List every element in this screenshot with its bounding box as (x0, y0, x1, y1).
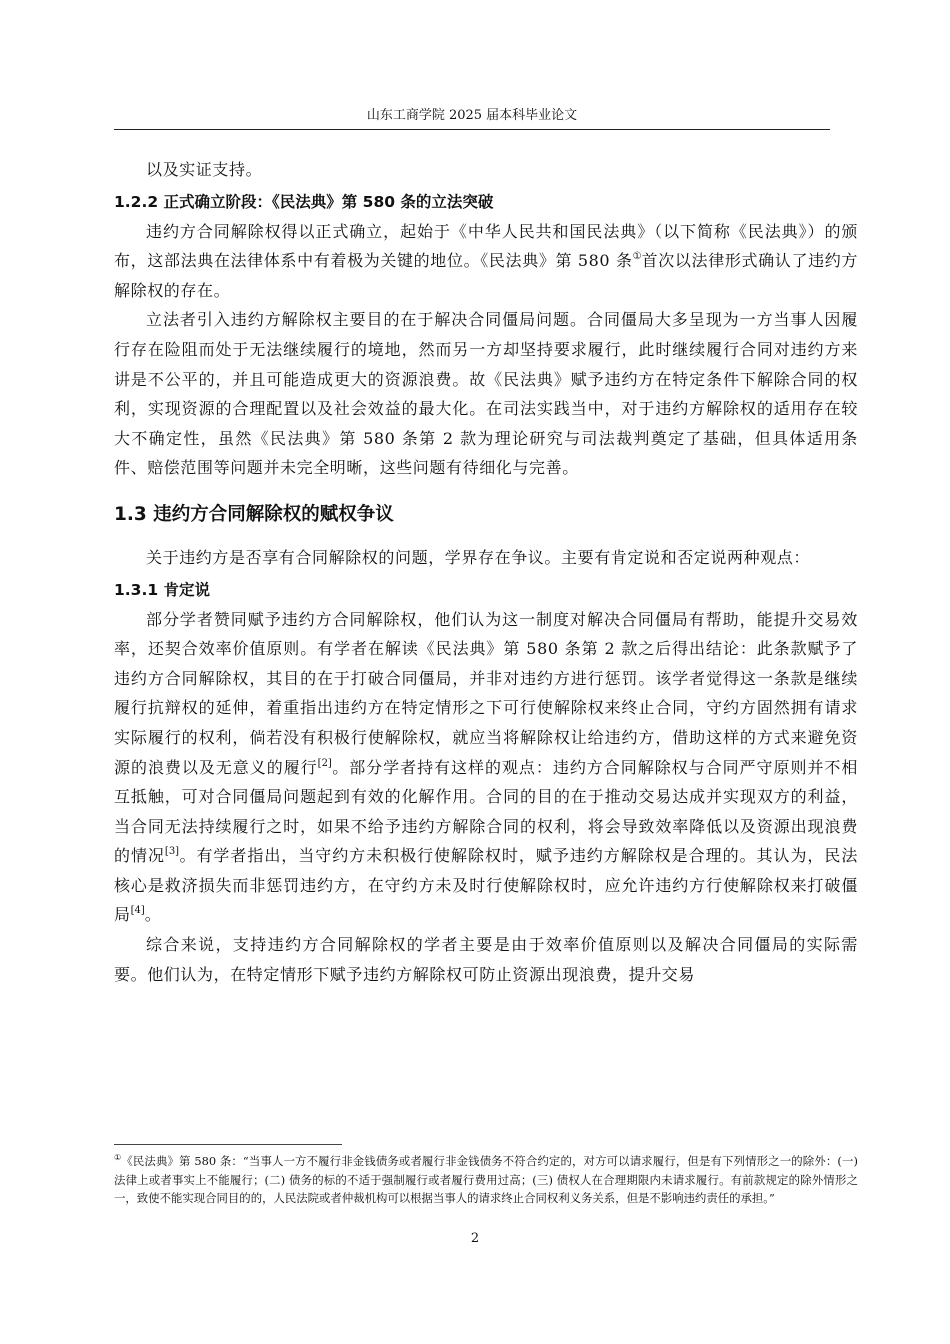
footnote (114, 1152, 858, 1208)
heading-1-3: 1.3 违约方合同解除权的赋权争议 (114, 503, 394, 525)
citation-ref-4[interactable]: [4] (130, 905, 145, 917)
paragraph-text: 部分学者赞同赋予违约方合同解除权，他们认为这一制度对解决合同僵局有帮助，能提升交易效率，还契合效率价值原则。有学者在解读《民法典》第 580 条第 2 款之后得出结论：此条款赋予了违约方合同解除权，其目的在于打破合同僵局，并非对违约方进行惩罚。该学者觉得这一条款是继续履行抗辩权的延伸，着重指出违约方在特定情形之下可行使解除权来终止合同，守约方固然拥有请求实际履行的权利，倘若没有积极行使解除权，就应当将解除权让给违约方，借助这样的方式来避免资源的浪费以及无意义的履行 (114, 609, 858, 777)
citation-ref-3[interactable]: [3] (164, 846, 180, 858)
paragraph-summary: 综合来说，支持违约方合同解除权的学者主要是由于效率价值原则以及解决合同僵局的实际需要。他们认为，在特定情形下赋予违约方解除权可防止资源出现浪费，提升交易 (114, 935, 858, 984)
heading-1-3-1: 1.3.1 肯定说 (114, 580, 211, 599)
page-number: 2 (470, 1231, 480, 1246)
paragraph-affirmative-view (114, 605, 858, 931)
paragraph-text: 。 (144, 905, 162, 925)
paragraph-text: 。有学者指出，当守约方未积极行使解除权时，赋予违约方解除权是合理的。其认为，民法核心是救济损失而非惩罚违约方，在守约方未及时行使解除权时，应允许违约方行使解除权来打破僵局 (114, 846, 858, 925)
citation-ref-2[interactable]: [2] (317, 757, 332, 769)
paragraph-legislative-purpose: 立法者引入违约方解除权主要目的在于解决合同僵局问题。合同僵局大多呈现为一方当事人因履行存在险阻而处于无法继续履行的境地，然而另一方却坚持要求履行，此时继续履行合同对违约方来讲是不公平的，并且可能造成更大的资源浪费。故《民法典》赋予违约方在特定条件下解除合同的权利，实现资源的合理配置以及社会效益的最大化。在司法实践当中，对于违约方解除权的适用存在较大不确定性，虽然《民法典》第 580 条第 2 款为理论研究与司法裁判奠定了基础，但具体适用条件、赔偿范围等问题并未完全明晰，这些问题有待细化与完善。 (114, 310, 858, 478)
paragraph-controversy: 关于违约方是否享有合同解除权的问题，学界存在争议。主要有肯定说和否定说两种观点： (146, 547, 811, 567)
heading-1-2-2: 1.2.2 正式确立阶段：《民法典》第 580 条的立法突破 (114, 192, 494, 211)
footnote-text: 《民法典》第 580 条：“当事人一方不履行非金钱债务或者履行非金钱债务不符合约定的，对方可以请求履行，但是有下列情形之一的除外：(一) 法律上或者事实上不能履行；(二) 债务的标的不适于强制履行或者履行费用过高；(三) 债权人在合理期限内未请求履行。有前款规定的除外情形之一，致使不能实现合同目的的，人民法院或者仲裁机构可以根据当事人的请求终止合同权利义务关系，但是不影响违约责任的承担。” (114, 1154, 859, 1205)
paragraph-text: 首次以法律形式确认了违约方解除权的存在。 (114, 251, 858, 300)
paragraph-text: 。部分学者持有这样的观点：违约方合同解除权与合同严守原则并不相互抵触，可对合同僵局问题起到有效的化解作用。合同的目的在于推动交易达成并实现双方的利益，当合同无法持续履行之时，如果不给予违约方解除合同的权利，将会导致效率降低以及资源出现浪费的情况 (114, 757, 858, 866)
main-content (114, 155, 858, 989)
paragraph-text: 违约方合同解除权得以正式确立，起始于《中华人民共和国民法典》（以下简称《民法典》）的颁布，这部法典在法律体系中有着极为关键的地位。《民法典》第 580 条 (114, 221, 858, 271)
footnote-marker: ① (114, 1153, 122, 1162)
running-header: 山东工商学院 2025 届本科毕业论文 (366, 108, 578, 123)
paragraph-establishment (114, 217, 858, 306)
paragraph-intro-tail: 以及实证支持。 (146, 160, 263, 179)
header-rule (114, 129, 830, 130)
footnote-marker[interactable]: ① (632, 251, 642, 263)
footnote-rule (114, 1144, 342, 1145)
